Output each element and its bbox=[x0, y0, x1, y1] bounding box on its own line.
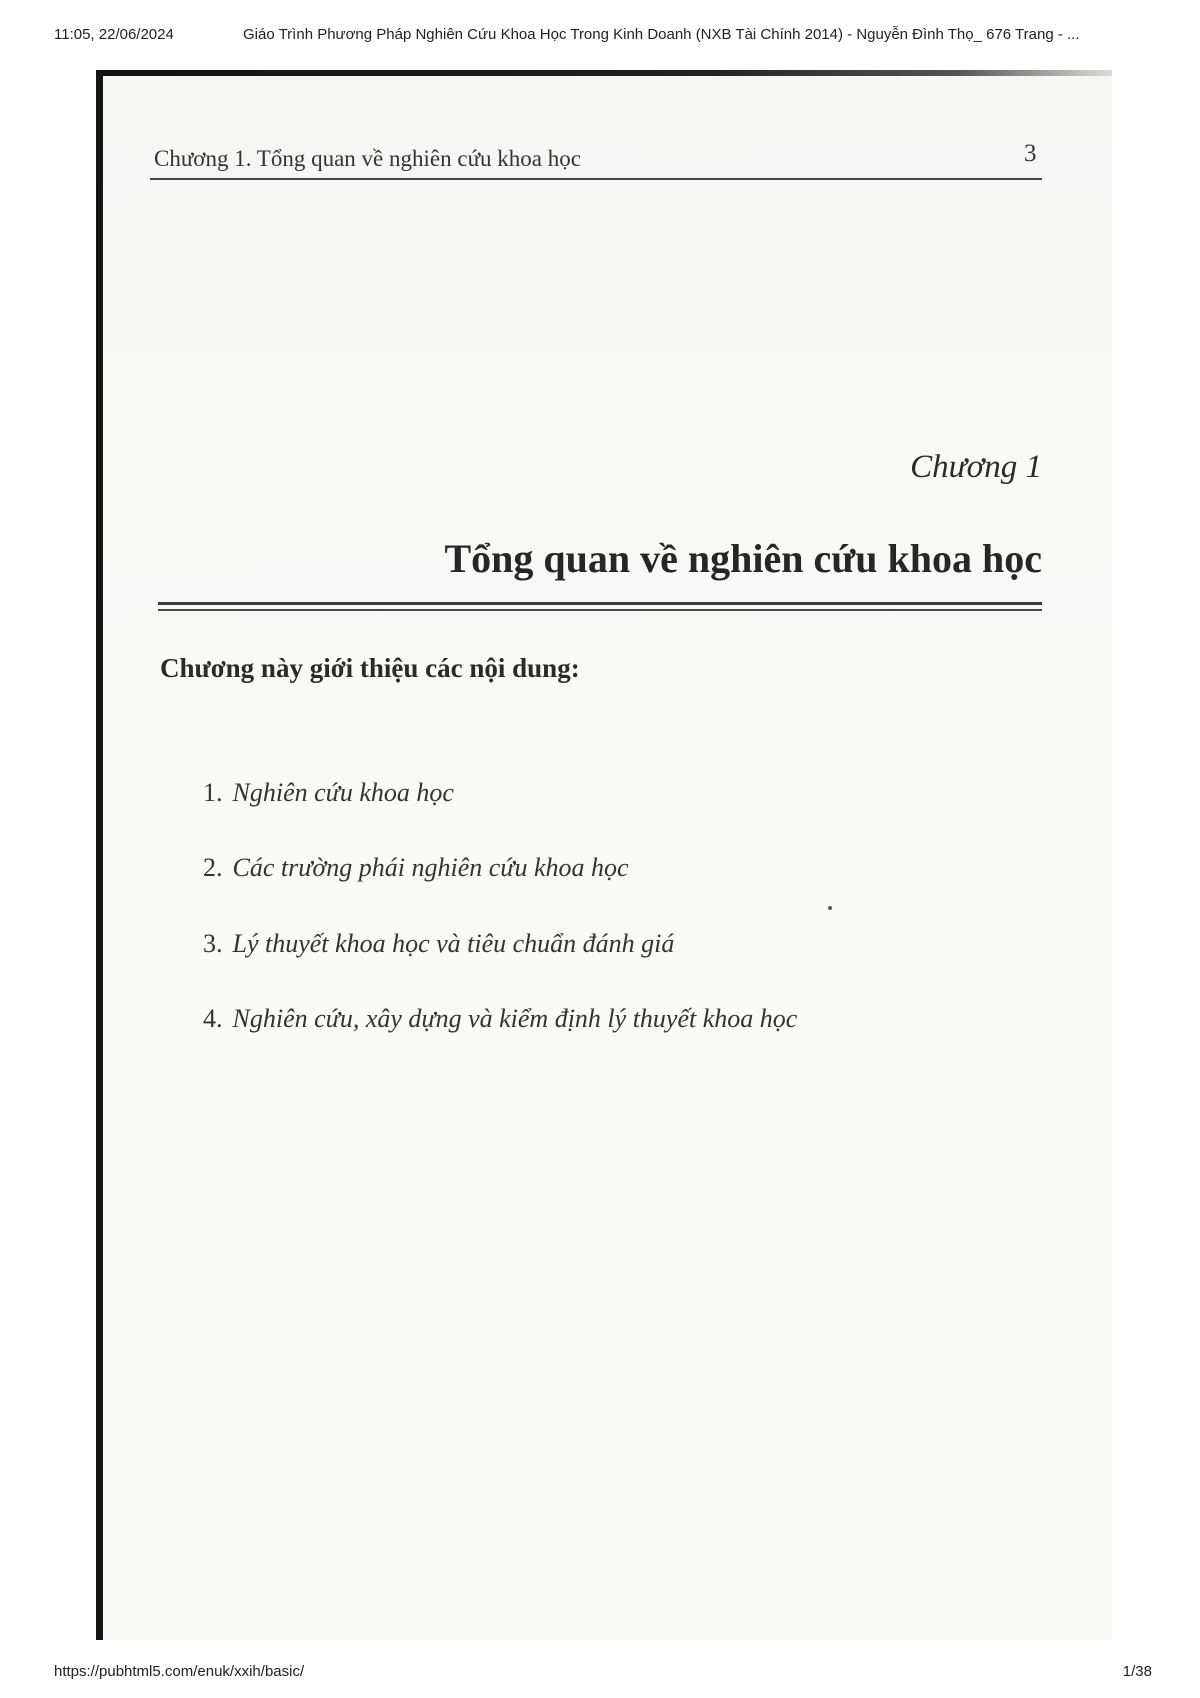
chapter-title: Tổng quan về nghiên cứu khoa học bbox=[444, 536, 1042, 581]
list-item bbox=[203, 1004, 797, 1034]
print-url: https://pubhtml5.com/enuk/xxih/basic/ bbox=[54, 1663, 305, 1680]
list-item-text: Nghiên cứu, xây dựng và kiểm định lý thuyết khoa học bbox=[232, 1004, 798, 1033]
list-item bbox=[203, 929, 674, 959]
scan-speck bbox=[828, 906, 832, 910]
list-item-text: Lý thuyết khoa học và tiêu chuẩn đánh giá bbox=[232, 929, 675, 958]
chapter-title-rule-thin bbox=[158, 609, 1042, 611]
list-item-number: 2. bbox=[203, 853, 223, 882]
running-head: Chương 1. Tổng quan về nghiên cứu khoa học bbox=[154, 146, 581, 171]
print-document-title: Giáo Trình Phương Pháp Nghiên Cứu Khoa Học Trong Kinh Doanh (NXB Tài Chính 2014) - Nguyễn Đình Thọ_ 676 Trang - ... bbox=[243, 26, 1080, 43]
print-footer bbox=[0, 1663, 1200, 1687]
running-head-rule bbox=[150, 178, 1042, 180]
page-number: 3 bbox=[1024, 140, 1037, 167]
list-item-text: Nghiên cứu khoa học bbox=[232, 778, 454, 807]
scan-left-edge bbox=[96, 70, 103, 1640]
chapter-label: Chương 1 bbox=[910, 449, 1042, 485]
list-item-number: 3. bbox=[203, 929, 223, 958]
list-item-number: 4. bbox=[203, 1004, 223, 1033]
print-header bbox=[0, 26, 1200, 52]
scan-top-edge bbox=[96, 70, 1112, 76]
list-item-text: Các trường phái nghiên cứu khoa học bbox=[232, 853, 629, 882]
list-item-number: 1. bbox=[203, 778, 223, 807]
chapter-intro: Chương này giới thiệu các nội dung: bbox=[160, 653, 580, 683]
list-item bbox=[203, 778, 454, 808]
print-page-count: 1/38 bbox=[1122, 1663, 1152, 1680]
chapter-title-rule-thick bbox=[158, 602, 1042, 605]
print-datetime: 11:05, 22/06/2024 bbox=[54, 26, 174, 43]
list-item bbox=[203, 853, 629, 883]
